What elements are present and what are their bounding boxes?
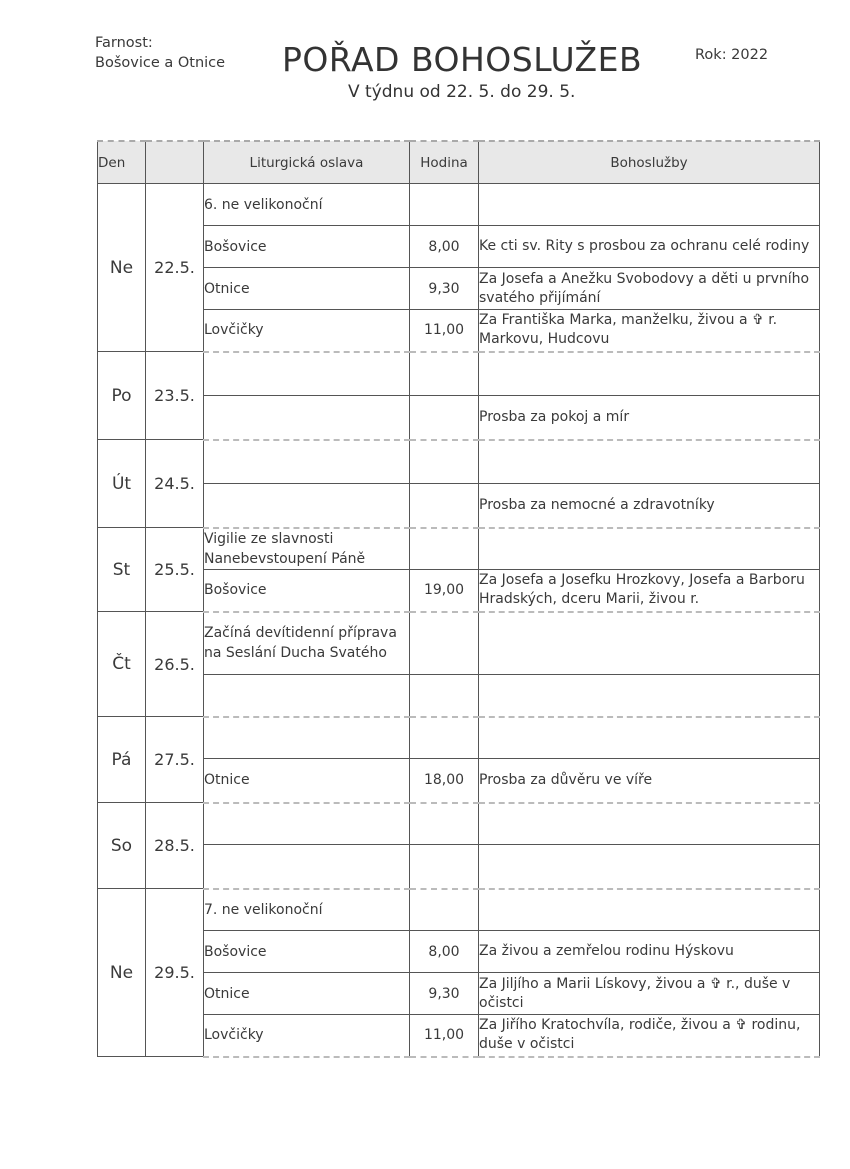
intention-cell <box>479 612 820 675</box>
page-title: POŘAD BOHOSLUŽEB <box>282 40 643 79</box>
intention-cell: Ke cti sv. Rity s prosbou za ochranu celé rodiny <box>479 226 820 268</box>
celebration-cell <box>204 717 410 759</box>
table-row <box>98 675 820 717</box>
parish-label: Farnost: <box>95 35 153 51</box>
celebration-cell: Otnice <box>204 759 410 803</box>
time-cell: 8,00 <box>410 226 479 268</box>
intention-cell <box>479 803 820 845</box>
time-cell <box>410 396 479 440</box>
intention-cell <box>479 528 820 570</box>
celebration-cell: Vigilie ze slavnosti Nanebevstoupení Páně <box>204 528 410 570</box>
day-name: Po <box>98 352 146 440</box>
time-cell <box>410 889 479 931</box>
time-cell <box>410 528 479 570</box>
intention-cell: Prosba za nemocné a zdravotníky <box>479 484 820 528</box>
day-name: So <box>98 803 146 889</box>
day-date: 29.5. <box>146 889 204 1057</box>
time-cell: 9,30 <box>410 268 479 310</box>
day-date: 23.5. <box>146 352 204 440</box>
intention-cell: Za Josefa a Josefku Hrozkovy, Josefa a Barboru Hradských, dceru Marii, živou r. <box>479 570 820 612</box>
time-cell <box>410 675 479 717</box>
table-row <box>98 570 820 612</box>
day-date: 27.5. <box>146 717 204 803</box>
header-services: Bohoslužby <box>479 141 820 184</box>
table-row <box>98 717 820 759</box>
celebration-cell: Otnice <box>204 973 410 1015</box>
table-row <box>98 310 820 352</box>
day-name: Čt <box>98 612 146 717</box>
intention-cell <box>479 352 820 396</box>
table-row <box>98 484 820 528</box>
table-row <box>98 268 820 310</box>
day-name: Út <box>98 440 146 528</box>
day-date: 22.5. <box>146 184 204 352</box>
celebration-cell <box>204 484 410 528</box>
table-row <box>98 184 820 226</box>
parish-name: Bošovice a Otnice <box>95 55 226 71</box>
intention-cell <box>479 184 820 226</box>
intention-cell: Za Josefa a Anežku Svobodovy a děti u prvního svatého přijímání <box>479 268 820 310</box>
day-date: 24.5. <box>146 440 204 528</box>
intention-cell <box>479 675 820 717</box>
intention-cell <box>479 889 820 931</box>
intention-cell: Za Jiljího a Marii Lískovy, živou a ✞ r., duše v očistci <box>479 973 820 1015</box>
table-row <box>98 1015 820 1057</box>
celebration-cell <box>204 675 410 717</box>
header-time: Hodina <box>410 141 479 184</box>
time-cell <box>410 845 479 889</box>
day-name: Ne <box>98 889 146 1057</box>
table-row <box>98 889 820 931</box>
table-row <box>98 226 820 268</box>
day-name: Pá <box>98 717 146 803</box>
celebration-cell: Bošovice <box>204 931 410 973</box>
week-range: V týdnu od 22. 5. do 29. 5. <box>348 82 576 102</box>
day-date: 26.5. <box>146 612 204 717</box>
header-date <box>146 141 204 184</box>
time-cell <box>410 612 479 675</box>
time-cell: 8,00 <box>410 931 479 973</box>
table-row <box>98 931 820 973</box>
table-row <box>98 528 820 570</box>
time-cell: 9,30 <box>410 973 479 1015</box>
celebration-cell <box>204 845 410 889</box>
schedule-body <box>98 184 820 1057</box>
celebration-cell: 7. ne velikonoční <box>204 889 410 931</box>
celebration-cell: Lovčičky <box>204 1015 410 1057</box>
intention-cell: Za Jiřího Kratochvíla, rodiče, živou a ✞ rodinu, duše v očistci <box>479 1015 820 1057</box>
day-date: 25.5. <box>146 528 204 612</box>
time-cell: 11,00 <box>410 310 479 352</box>
time-cell: 18,00 <box>410 759 479 803</box>
time-cell: 11,00 <box>410 1015 479 1057</box>
time-cell <box>410 484 479 528</box>
intention-cell <box>479 440 820 484</box>
table-row <box>98 803 820 845</box>
celebration-cell <box>204 440 410 484</box>
intention-cell <box>479 717 820 759</box>
celebration-cell: Bošovice <box>204 226 410 268</box>
table-row <box>98 396 820 440</box>
celebration-cell: Začíná devítidenní příprava na Seslání Ducha Svatého <box>204 612 410 675</box>
parish-info <box>95 33 225 73</box>
celebration-cell <box>204 803 410 845</box>
table-row <box>98 612 820 675</box>
intention-cell: Za živou a zemřelou rodinu Hýskovu <box>479 931 820 973</box>
time-cell <box>410 184 479 226</box>
header-celebration: Liturgická oslava <box>204 141 410 184</box>
celebration-cell: Lovčičky <box>204 310 410 352</box>
celebration-cell <box>204 352 410 396</box>
table-row <box>98 759 820 803</box>
table-row <box>98 440 820 484</box>
celebration-cell: Otnice <box>204 268 410 310</box>
time-cell <box>410 717 479 759</box>
table-row <box>98 973 820 1015</box>
time-cell: 19,00 <box>410 570 479 612</box>
intention-cell: Prosba za důvěru ve víře <box>479 759 820 803</box>
day-name: Ne <box>98 184 146 352</box>
intention-cell <box>479 845 820 889</box>
schedule-table <box>97 140 820 1058</box>
time-cell <box>410 440 479 484</box>
header-day: Den <box>98 141 146 184</box>
intention-cell: Za Františka Marka, manželku, živou a ✞ r. Markovu, Hudcovu <box>479 310 820 352</box>
table-row <box>98 352 820 396</box>
table-header-row <box>98 141 820 184</box>
table-row <box>98 845 820 889</box>
celebration-cell: 6. ne velikonoční <box>204 184 410 226</box>
time-cell <box>410 803 479 845</box>
intention-cell: Prosba za pokoj a mír <box>479 396 820 440</box>
celebration-cell: Bošovice <box>204 570 410 612</box>
year-label: Rok: 2022 <box>695 47 769 63</box>
day-name: St <box>98 528 146 612</box>
celebration-cell <box>204 396 410 440</box>
day-date: 28.5. <box>146 803 204 889</box>
time-cell <box>410 352 479 396</box>
